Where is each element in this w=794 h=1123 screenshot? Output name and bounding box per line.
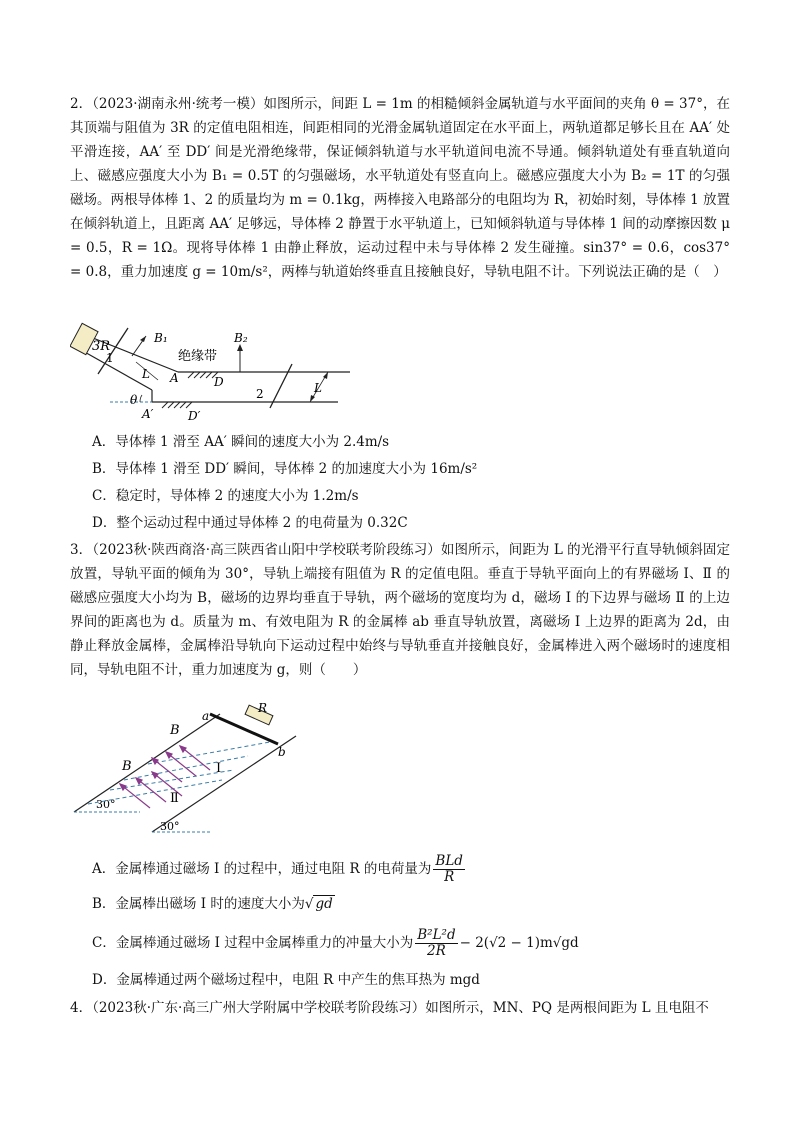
q3-option-a-text: A．金属棒通过磁场 Ⅰ 的过程中，通过电阻 R 的电荷量为 — [92, 861, 432, 877]
q3-option-b-radicand: gd — [315, 896, 333, 912]
q3-option-a-numerator: BLd — [435, 853, 463, 869]
q2-option-d: D．整个运动过程中通过导体棒 2 的电荷量为 0.32C — [92, 515, 408, 531]
l-incline-label: L — [142, 367, 150, 381]
b-upper-label: B — [170, 723, 180, 738]
rod-1-label: 1 — [106, 351, 114, 365]
theta-label: θ — [130, 393, 138, 407]
rod-a-label: a — [202, 709, 210, 723]
a-label: A — [170, 371, 179, 385]
rod-b-label: b — [278, 745, 286, 759]
q3-option-a-denominator: R — [444, 869, 455, 885]
question-3-text: 3．（2023秋·陕西商洛·高三陕西省山阳中学校联考阶段练习）如图所示，间距为 L 的光滑平行直导轨倾斜固定放置，导轨平面的倾角为 30°，导轨上端接有阻值为 R 的定值电阻。垂直于导轨平面向上的有界磁场 Ⅰ、Ⅱ 的磁感应强度大小均为 B，磁场的边界均垂直于导轨，两个磁场的宽度均为 d，磁场 Ⅰ 的下边界与磁场 Ⅱ 的上边界间的距离也为 d。质量为 m、有效电阻为 R 的金属棒 ab 垂直导轨放置，离磁场 Ⅰ 上边界的距离为 2d，由静止释放金属棒，金属棒沿导轨向下运动过程中始终与导轨垂直并接触良好，金属棒进入两个磁场时的速度相同，导轨电阻不计，重力加速度为 g，则（ ） — [70, 542, 730, 678]
q3-option-a — [92, 852, 467, 886]
q2-option-a: A．导体棒 1 滑至 AA′ 瞬间的速度大小为 2.4m/s — [92, 434, 390, 450]
q3-option-b-text: B．金属棒出磁场 Ⅰ 时的速度大小为 — [92, 896, 305, 912]
q3-option-c — [92, 926, 579, 960]
q2-option-b: B．导体棒 1 滑至 DD′ 瞬间，导体棒 2 的加速度大小为 16m/s² — [92, 461, 478, 477]
d-prime-label: D′ — [188, 409, 201, 423]
question-4-text: 4．（2023秋·广东·高三广州大学附属中学校联考阶段练习）如图所示，MN、PQ 是两根间距为 L 且电阻不 — [70, 1000, 709, 1016]
d-label: D — [214, 375, 224, 389]
b-lower-label: B — [122, 759, 132, 774]
b1-label: B₁ — [154, 331, 168, 345]
a-prime-label: A′ — [142, 407, 154, 421]
q3-option-c-numerator: B²L²d — [417, 927, 456, 943]
b2-label: B₂ — [234, 331, 248, 345]
q3-option-d: D．金属棒通过两个磁场过程中，电阻 R 中产生的焦耳热为 mgd — [92, 972, 480, 988]
question-3-figure — [70, 700, 310, 840]
field-1-label: Ⅰ — [216, 761, 222, 776]
angle-left-label: 30° — [96, 798, 116, 811]
field-2-label: Ⅱ — [170, 791, 179, 806]
question-2-figure — [70, 322, 360, 424]
q3-option-b: B．金属棒出磁场 Ⅰ 时的速度大小为√ gd — [92, 896, 333, 912]
q3-option-c-tail: − 2(√2 − 1)m√gd — [459, 935, 579, 951]
resistor-label: 3R — [92, 339, 111, 354]
q3-option-c-text: C．金属棒通过磁场 Ⅰ 过程中金属棒重力的冲量大小为 — [92, 935, 414, 951]
resistor-r-label: R — [258, 701, 268, 715]
question-2-text: 2．（2023·湖南永州·统考一模）如图所示，间距 L = 1m 的相糙倾斜金属轨道与水平面间的夹角 θ = 37°，在其顶端与阻值为 3R 的定值电阻相连，间距相同的光滑金属轨道固定在水平面上，两轨道都足够长且在 AA′ 处平滑连接，AA′ 至 DD′ 间是光滑绝缘带，保证倾斜轨道与水平轨道间电流不导通。倾斜轨道处有垂直轨道向上、磁感应强度大小为 B₁ = 0.5T 的匀强磁场，水平轨道处有竖直向上。磁感应强度大小为 B₂ = 1T 的匀强磁场。两根导体棒 1、2 的质量均为 m = 0.1kg，两棒接入电路部分的电阻均为 R，初始时刻，导体棒 1 放置在倾斜轨道上，且距离 AA′ 足够远，导体棒 2 静置于水平轨道上，已知倾斜轨道与导体棒 1 间的动摩擦因数 μ = 0.5，R = 1Ω。现将导体棒 1 由静止释放，运动过程中未与导体棒 2 发生碰撞。sin37° = 0.6，cos37° = 0.8，重力加速度 g = 10m/s²，两棒与轨道始终垂直且接触良好，导轨电阻不计。下列说法正确的是（ ） — [70, 96, 730, 280]
angle-right-label: 30° — [160, 820, 180, 833]
q2-option-c: C．稳定时，导体棒 2 的速度大小为 1.2m/s — [92, 488, 359, 504]
q3-option-a-fraction — [433, 854, 465, 885]
q3-option-c-denominator: 2R — [427, 943, 446, 959]
rod-2-label: 2 — [256, 387, 264, 401]
insulator-label: 绝缘带 — [178, 349, 218, 364]
q3-option-c-fraction — [415, 928, 457, 959]
l-horizontal-label: L — [314, 381, 322, 395]
